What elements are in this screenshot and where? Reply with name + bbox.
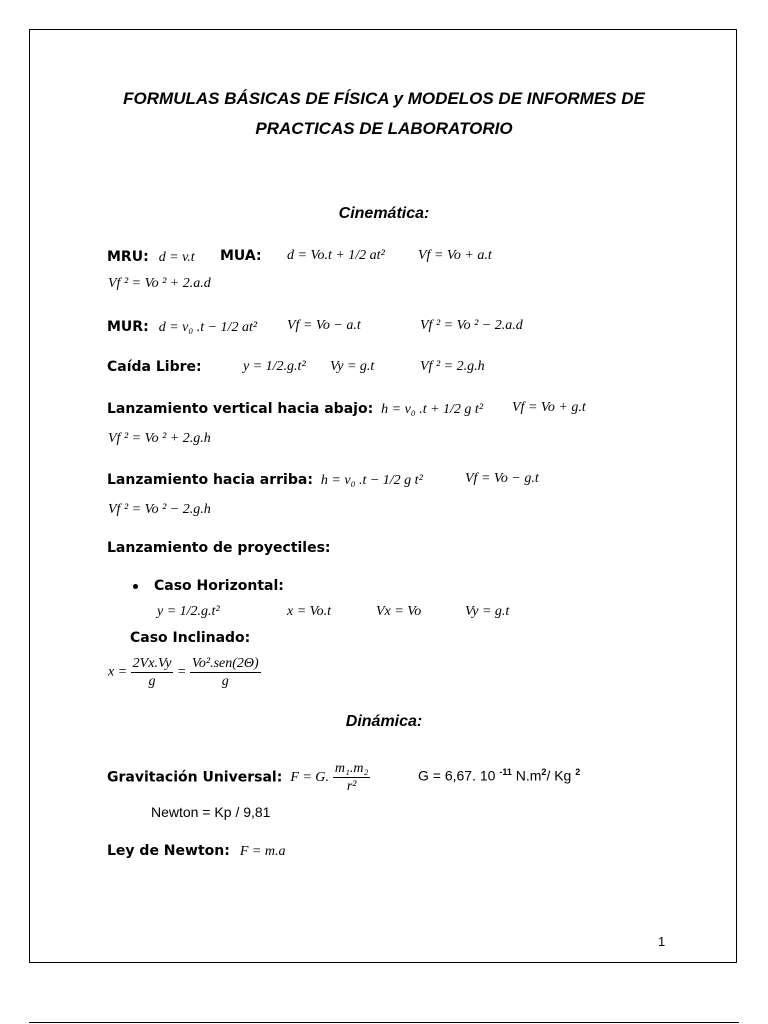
doc-title-line1: FORMULAS BÁSICAS DE FÍSICA y MODELOS DE INFORMES DE xyxy=(123,89,645,108)
incl-eq: = xyxy=(176,664,187,680)
incl-num-2: Vo².sen(2Θ) xyxy=(191,656,259,671)
lva-label: Lanzamiento vertical hacia abajo: xyxy=(107,401,374,417)
lva-formula-3: Vf ² = Vo ² + 2.g.h xyxy=(108,431,211,446)
lva-formula-1: h = v₀ .t + 1/2 g t² xyxy=(381,402,484,417)
incl-den-1: g xyxy=(148,674,156,689)
ley-newton-row xyxy=(107,842,285,860)
lva-formula-2: Vf = Vo + g.t xyxy=(512,400,586,415)
mur-row xyxy=(107,318,257,336)
caida-formula-3: Vf ² = 2.g.h xyxy=(420,359,485,374)
inclinado-formula xyxy=(108,655,261,690)
grav-lhs: F = G. xyxy=(290,769,329,785)
grav-fraction xyxy=(333,760,370,795)
caida-formula-2: Vy = g.t xyxy=(330,359,375,374)
lha-row xyxy=(107,471,423,489)
horiz-formula-1: y = 1/2.g.t² xyxy=(157,604,220,619)
section-heading-dinamica: Dinámica: xyxy=(345,713,423,730)
page-number: 1 xyxy=(658,934,666,949)
mur-label: MUR: xyxy=(107,319,149,335)
mua-formula-3: Vf ² = Vo ² + 2.a.d xyxy=(108,276,211,291)
gravitacion-label: Gravitación Universal: xyxy=(107,769,283,786)
section-heading-cinematica: Cinemática: xyxy=(338,205,430,222)
grav-const-prefix: G = 6,67. 10 xyxy=(418,767,496,784)
mua-formula-2: Vf = Vo + a.t xyxy=(418,248,492,263)
newton-conversion: Newton = Kp / 9,81 xyxy=(151,804,271,820)
lva-row xyxy=(107,400,483,418)
lha-formula-2: Vf = Vo − g.t xyxy=(465,471,539,486)
incl-x: x = xyxy=(108,664,128,680)
lha-formula-3: Vf ² = Vo ² − 2.g.h xyxy=(108,502,211,517)
mur-formula-1: d = v₀ .t − 1/2 at² xyxy=(158,320,258,335)
mua-label: MUA: xyxy=(220,248,262,264)
grav-num: m₁.m₂ xyxy=(334,761,369,776)
page-frame xyxy=(29,29,737,963)
incl-den-2: g xyxy=(221,674,229,689)
grav-const-exp2: 2 xyxy=(541,767,547,777)
doc-title-line2: PRACTICAS DE LABORATORIO xyxy=(255,119,513,138)
incl-fraction-2 xyxy=(190,655,261,690)
horizontal-bullet-row xyxy=(133,577,284,595)
horiz-formula-3: Vx = Vo xyxy=(376,604,422,619)
incl-num-1: 2Vx.Vy xyxy=(132,656,172,671)
caso-inclinado-label: Caso Inclinado: xyxy=(130,630,251,646)
grav-den: r² xyxy=(346,779,357,794)
caso-horizontal-label: Caso Horizontal: xyxy=(154,578,284,594)
mru-row xyxy=(107,248,195,266)
gravitacion-row xyxy=(107,760,370,795)
ley-newton-formula: F = m.a xyxy=(239,844,286,859)
horiz-formula-4: Vy = g.t xyxy=(465,604,510,619)
mru-formula: d = v.t xyxy=(158,250,195,265)
mru-label: MRU: xyxy=(107,249,149,265)
grav-const-mid: N.m xyxy=(515,767,542,784)
mua-formula-1: d = Vo.t + 1/2 at² xyxy=(287,248,385,263)
lha-formula-1: h = v₀ .t − 1/2 g t² xyxy=(320,473,423,488)
bullet-icon xyxy=(133,584,138,589)
grav-const-end: / Kg xyxy=(546,767,572,784)
horiz-formula-2: x = Vo.t xyxy=(287,604,332,619)
grav-const-exp: -11 xyxy=(499,767,512,777)
incl-fraction-1 xyxy=(131,655,174,690)
mur-formula-2: Vf = Vo − a.t xyxy=(287,318,361,333)
ley-newton-label: Ley de Newton: xyxy=(107,843,230,859)
mur-formula-3: Vf ² = Vo ² − 2.a.d xyxy=(420,318,523,333)
proyectiles-label: Lanzamiento de proyectiles: xyxy=(107,540,331,556)
grav-const-exp3: 2 xyxy=(575,767,581,777)
footer-divider xyxy=(29,1022,739,1023)
caida-formula-1: y = 1/2.g.t² xyxy=(243,359,306,374)
grav-constant xyxy=(418,767,580,784)
caida-libre-label: Caída Libre: xyxy=(107,359,202,375)
lha-label: Lanzamiento hacia arriba: xyxy=(107,472,313,488)
